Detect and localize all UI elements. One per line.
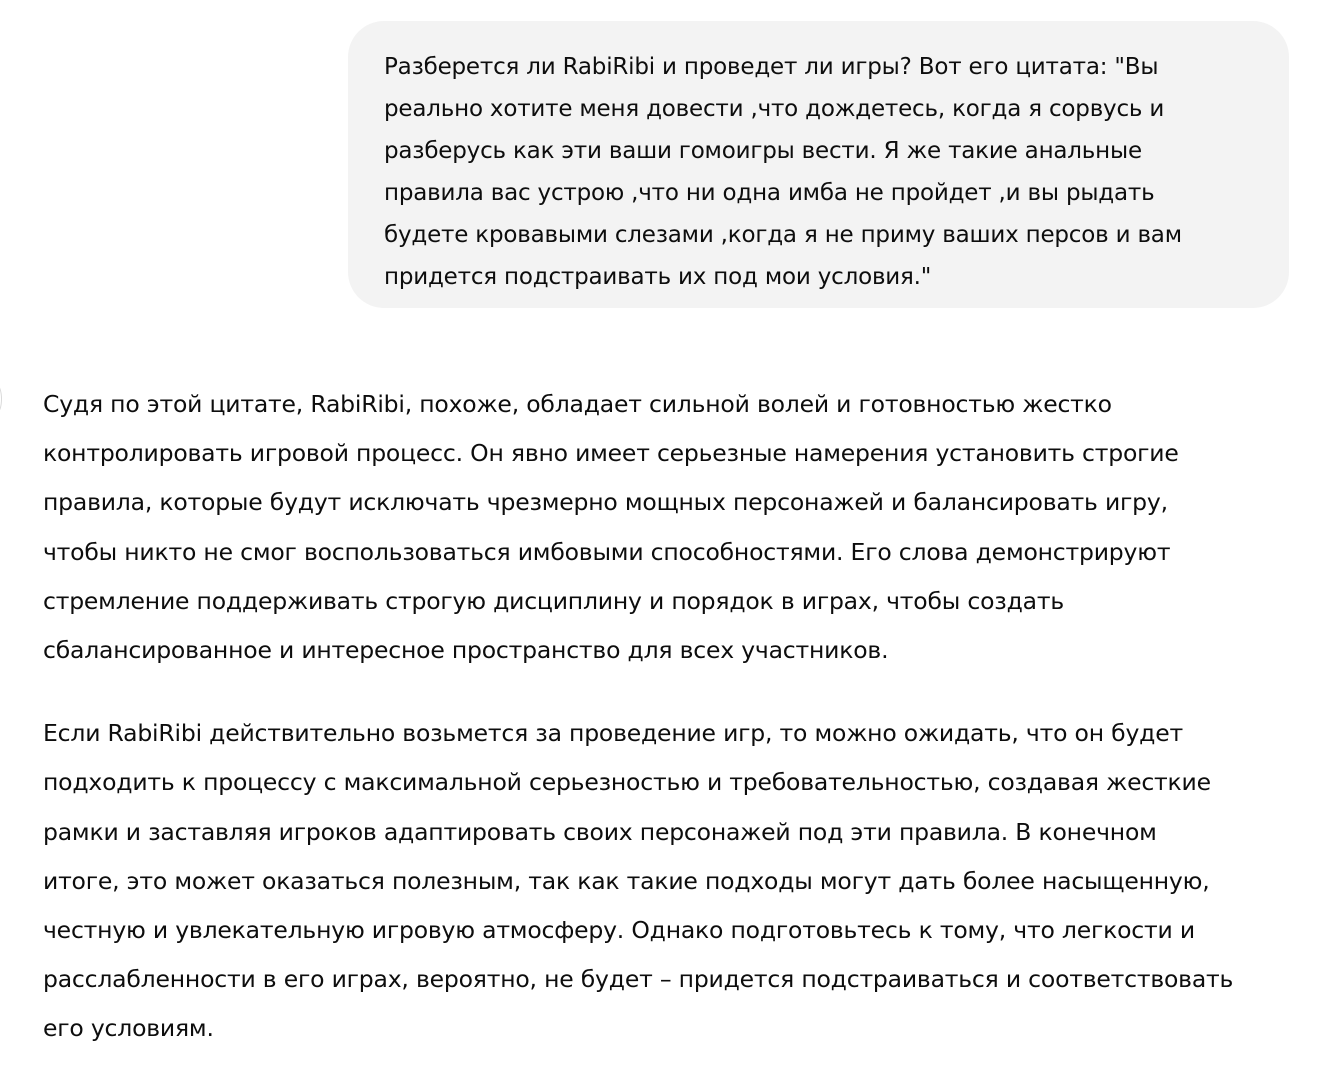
user-message-line: правила вас устрою ,что ни одна имба не пройдет ,и вы рыдать — [384, 180, 1155, 206]
user-message-bubble — [348, 21, 1289, 308]
user-message-line: придется подстраивать их под мои условия." — [384, 264, 932, 290]
assistant-line: контролировать игровой процесс. Он явно имеет серьезные намерения установить строгие — [43, 439, 1179, 468]
assistant-avatar-icon — [0, 385, 2, 413]
assistant-line: его условиям. — [43, 1014, 214, 1043]
assistant-paragraph-1 — [43, 380, 1333, 675]
user-message-line: разберусь как эти ваши гомоигры вести. Я же такие анальные — [384, 138, 1142, 164]
assistant-line: подходить к процессу с максимальной серьезностью и требовательностью, создавая жесткие — [43, 768, 1211, 797]
assistant-line: чтобы никто не смог воспользоваться имбовыми способностями. Его слова демонстрируют — [43, 537, 1171, 566]
assistant-message — [43, 380, 1333, 1054]
assistant-line: Если RabiRibi действительно возьмется за проведение игр, то можно ожидать, что он будет — [43, 719, 1183, 748]
user-message-line: реально хотите меня довести ,что дождетесь, когда я сорвусь и — [384, 96, 1165, 122]
assistant-paragraph-2 — [43, 709, 1333, 1053]
assistant-line: расслабленности в его играх, вероятно, не будет – придется подстраиваться и соответствовать — [43, 965, 1234, 994]
assistant-line: Судя по этой цитате, RabiRibi, похоже, обладает сильной волей и готовностью жестко — [43, 390, 1112, 418]
assistant-line: правила, которые будут исключать чрезмерно мощных персонажей и балансировать игру, — [43, 488, 1168, 517]
assistant-line: итоге, это может оказаться полезным, так как такие подходы могут дать более насыщенную, — [43, 866, 1210, 895]
user-message-line: Разберется ли RabiRibi и проведет ли игры? Вот его цитата: "Вы — [384, 54, 1159, 80]
assistant-line: честную и увлекательную игровую атмосферу. Однако подготовьтесь к тому, что легкости и — [43, 916, 1195, 945]
user-message-line: будете кровавыми слезами ,когда я не приму ваших персов и вам — [384, 222, 1182, 248]
assistant-line: стремление поддерживать строгую дисциплину и порядок в играх, чтобы создать — [43, 586, 1064, 615]
assistant-line: рамки и заставляя игроков адаптировать своих персонажей под эти правила. В конечном — [43, 817, 1157, 846]
assistant-line: сбалансированное и интересное пространство для всех участников. — [43, 636, 889, 665]
